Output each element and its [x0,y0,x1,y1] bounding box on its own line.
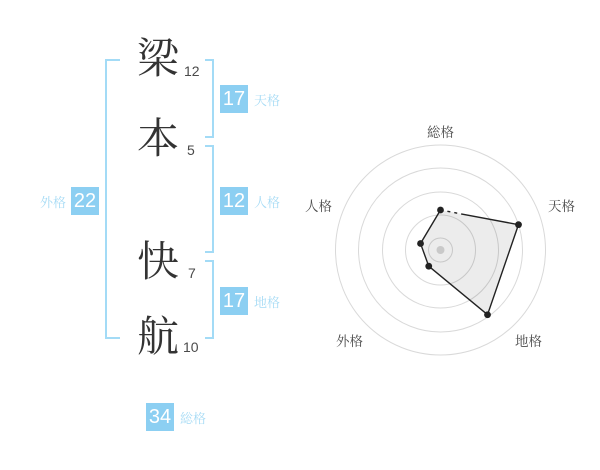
chikaku-value-badge: 17 [220,287,248,315]
surname-char-2: 本 [136,115,179,162]
tenkaku-row [220,85,280,113]
gaikaku-bracket [105,59,120,339]
radar-vertex-dot [425,263,432,270]
fortune-radar-chart [300,110,581,390]
soukaku-value-badge: 34 [146,403,174,431]
surname-char-1: 梁 [136,35,179,82]
given-char-1: 快 [136,238,179,285]
tenkaku-bracket [205,59,214,138]
gaikaku-row [40,187,99,215]
given-char-2-stroke-count: 10 [183,339,199,355]
given-char-2: 航 [136,313,179,360]
given-char-1-stroke-count: 7 [188,265,196,281]
radar-axis-label: 外格 [336,334,363,349]
radar-chart-svg [300,110,581,390]
jinkaku-row [220,187,280,215]
jinkaku-value-badge: 12 [220,187,248,215]
radar-axis-label: 天格 [548,199,575,214]
jinkaku-bracket [205,145,214,253]
soukaku-row [146,403,206,431]
gaikaku-value-badge: 22 [71,187,99,215]
radar-vertex-dot [437,207,444,214]
tenkaku-value-badge: 17 [220,85,248,113]
radar-axis-label: 地格 [515,334,542,349]
radar-vertex-dot [417,240,424,247]
jinkaku-label: 人格 [254,194,281,210]
radar-axis-label: 人格 [305,199,332,214]
chikaku-row [220,287,280,315]
surname-char-1-stroke-count: 12 [184,63,200,79]
soukaku-label: 総格 [180,410,207,426]
radar-vertex-dot [515,221,522,228]
surname-char-2-stroke-count: 5 [187,142,195,158]
radar-center-dot [437,246,445,254]
radar-vertex-dot [484,311,491,318]
radar-axis-label: 総格 [427,125,454,140]
gaikaku-label: 外格 [40,194,67,210]
tenkaku-label: 天格 [254,92,281,108]
chikaku-label: 地格 [254,294,281,310]
chikaku-bracket [205,260,214,339]
